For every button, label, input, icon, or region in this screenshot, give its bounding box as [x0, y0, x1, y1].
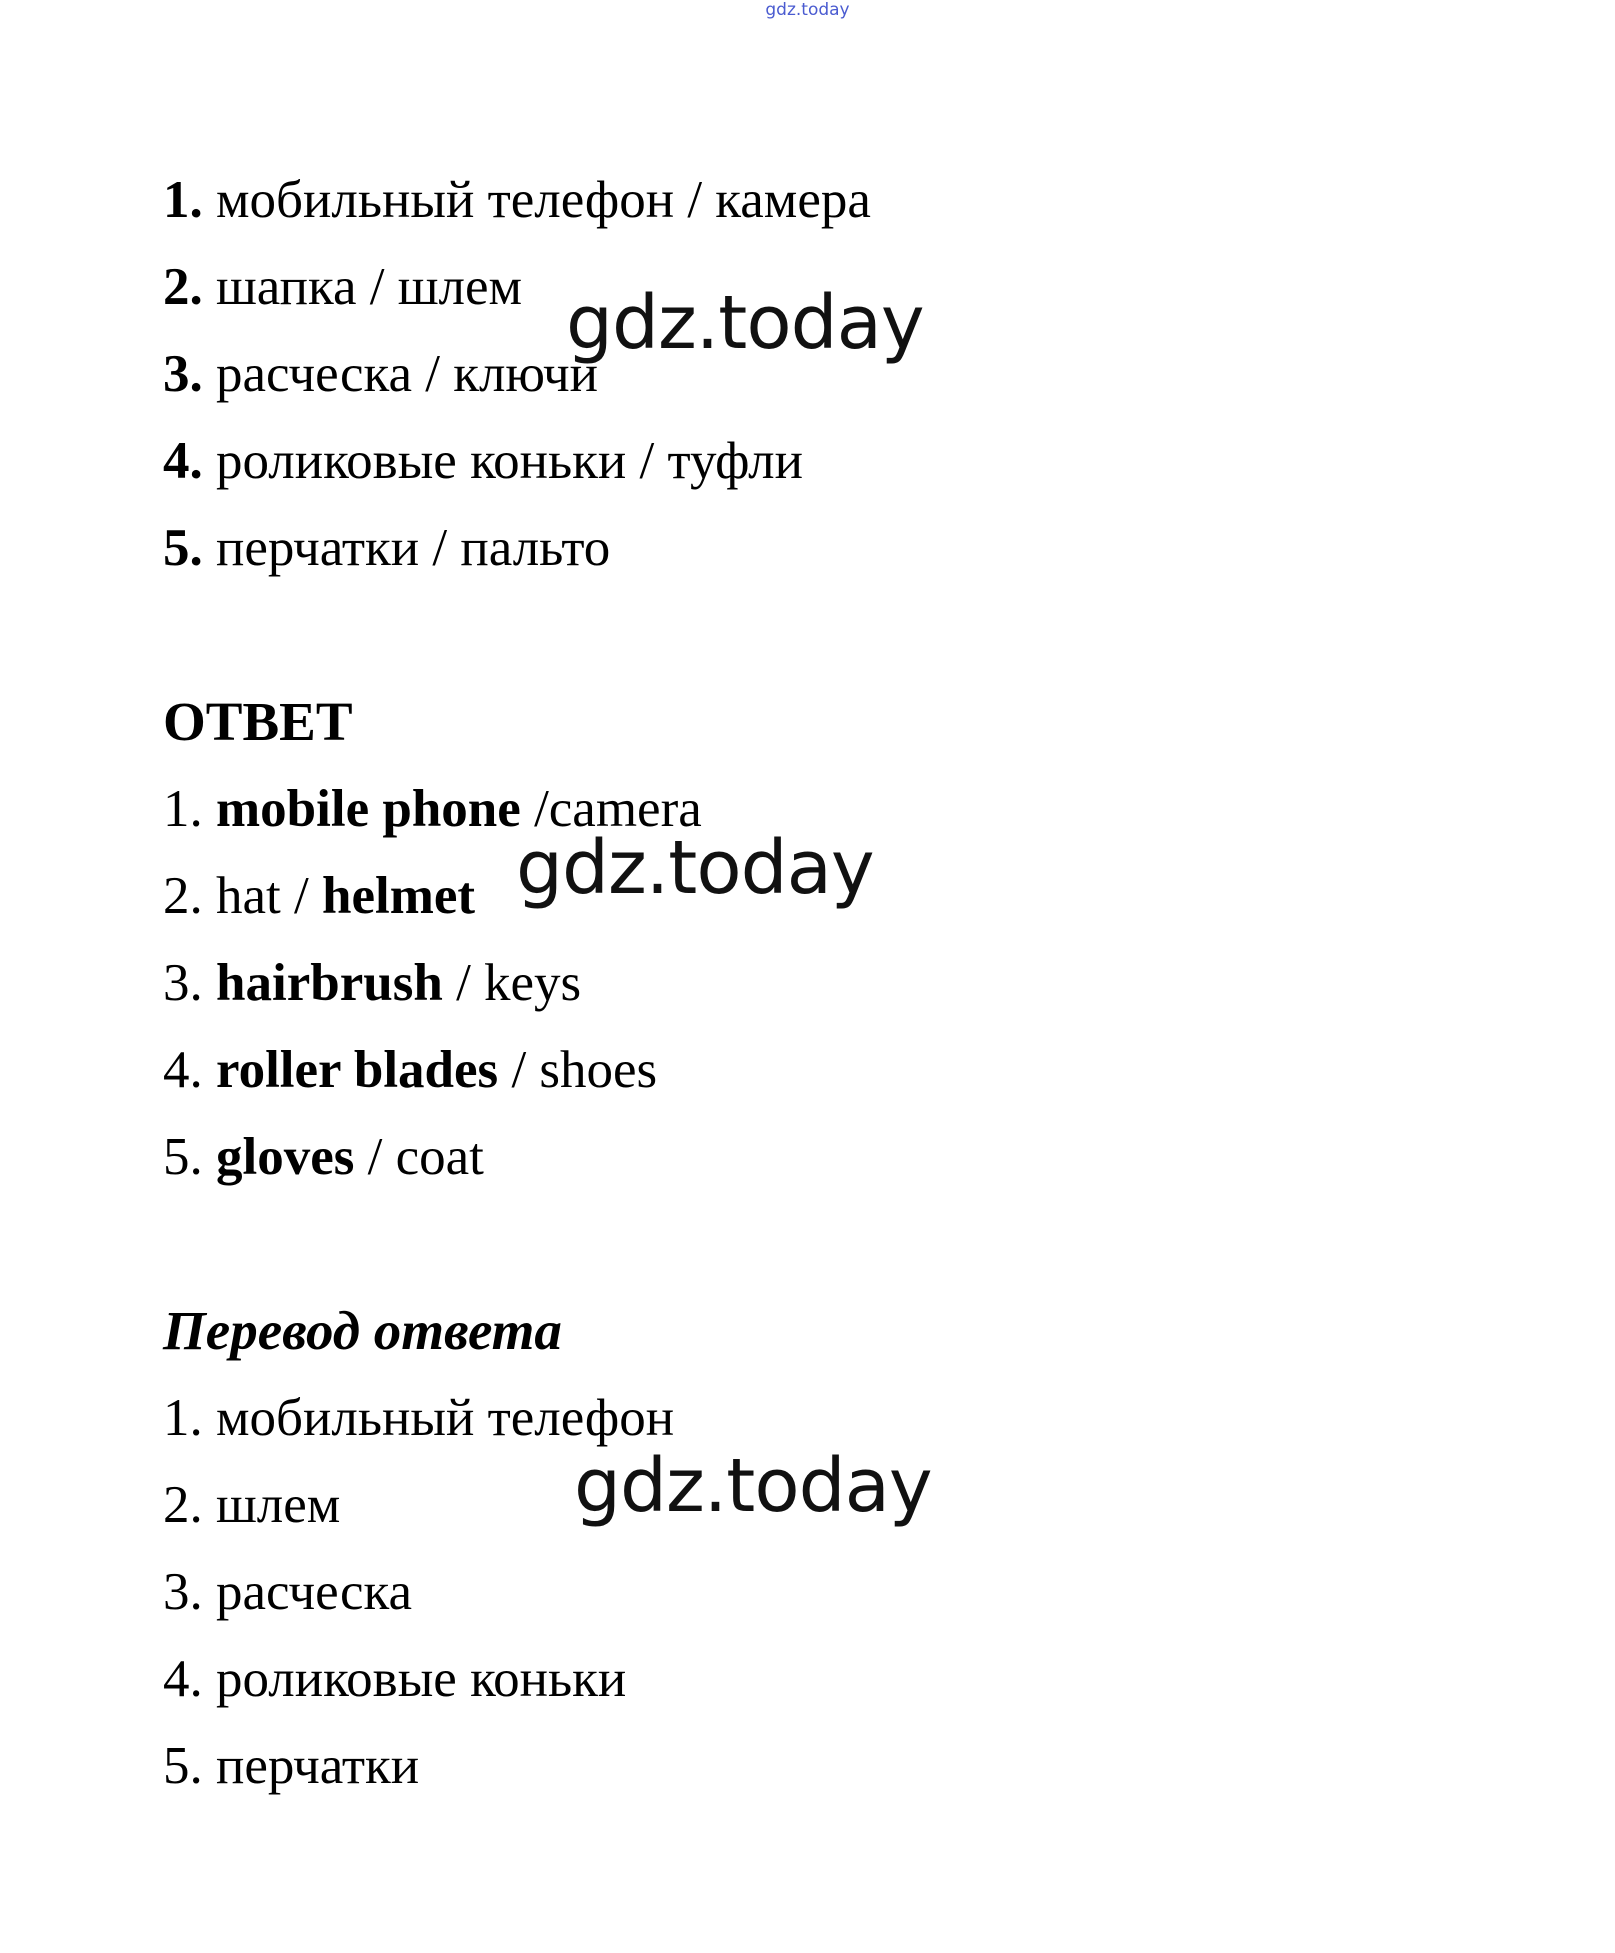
answer-item-3: 3. hairbrush / keys — [163, 954, 582, 1012]
task-item-1: 1. мобильный телефон / камера — [163, 171, 871, 229]
answer-item-1: 1. mobile phone /camera — [163, 780, 702, 838]
task-item-5: 5. перчатки / пальто — [163, 519, 611, 577]
translation-item-1: 1. мобильный телефон — [163, 1389, 675, 1447]
task-item-3: 3. расческа / ключи — [163, 345, 598, 403]
answer-item-2: 2. hat / helmet — [163, 867, 476, 925]
translation-item-3: 3. расческа — [163, 1563, 412, 1621]
watermark-2: gdz.today — [516, 825, 874, 911]
translation-item-2: 2. шлем — [163, 1476, 341, 1534]
answer-heading: ОТВЕТ — [163, 691, 353, 752]
top-watermark: gdz.today — [765, 0, 850, 20]
translation-item-4: 4. роликовые коньки — [163, 1650, 627, 1708]
watermark-1: gdz.today — [566, 280, 924, 366]
watermark-3: gdz.today — [574, 1443, 932, 1529]
translation-heading: Перевод ответа — [163, 1300, 562, 1361]
translation-item-5: 5. перчатки — [163, 1737, 420, 1795]
answer-item-5: 5. gloves / coat — [163, 1128, 484, 1186]
task-item-2: 2. шапка / шлем — [163, 258, 523, 316]
task-item-4: 4. роликовые коньки / туфли — [163, 432, 803, 490]
answer-item-4: 4. roller blades / shoes — [163, 1041, 658, 1099]
